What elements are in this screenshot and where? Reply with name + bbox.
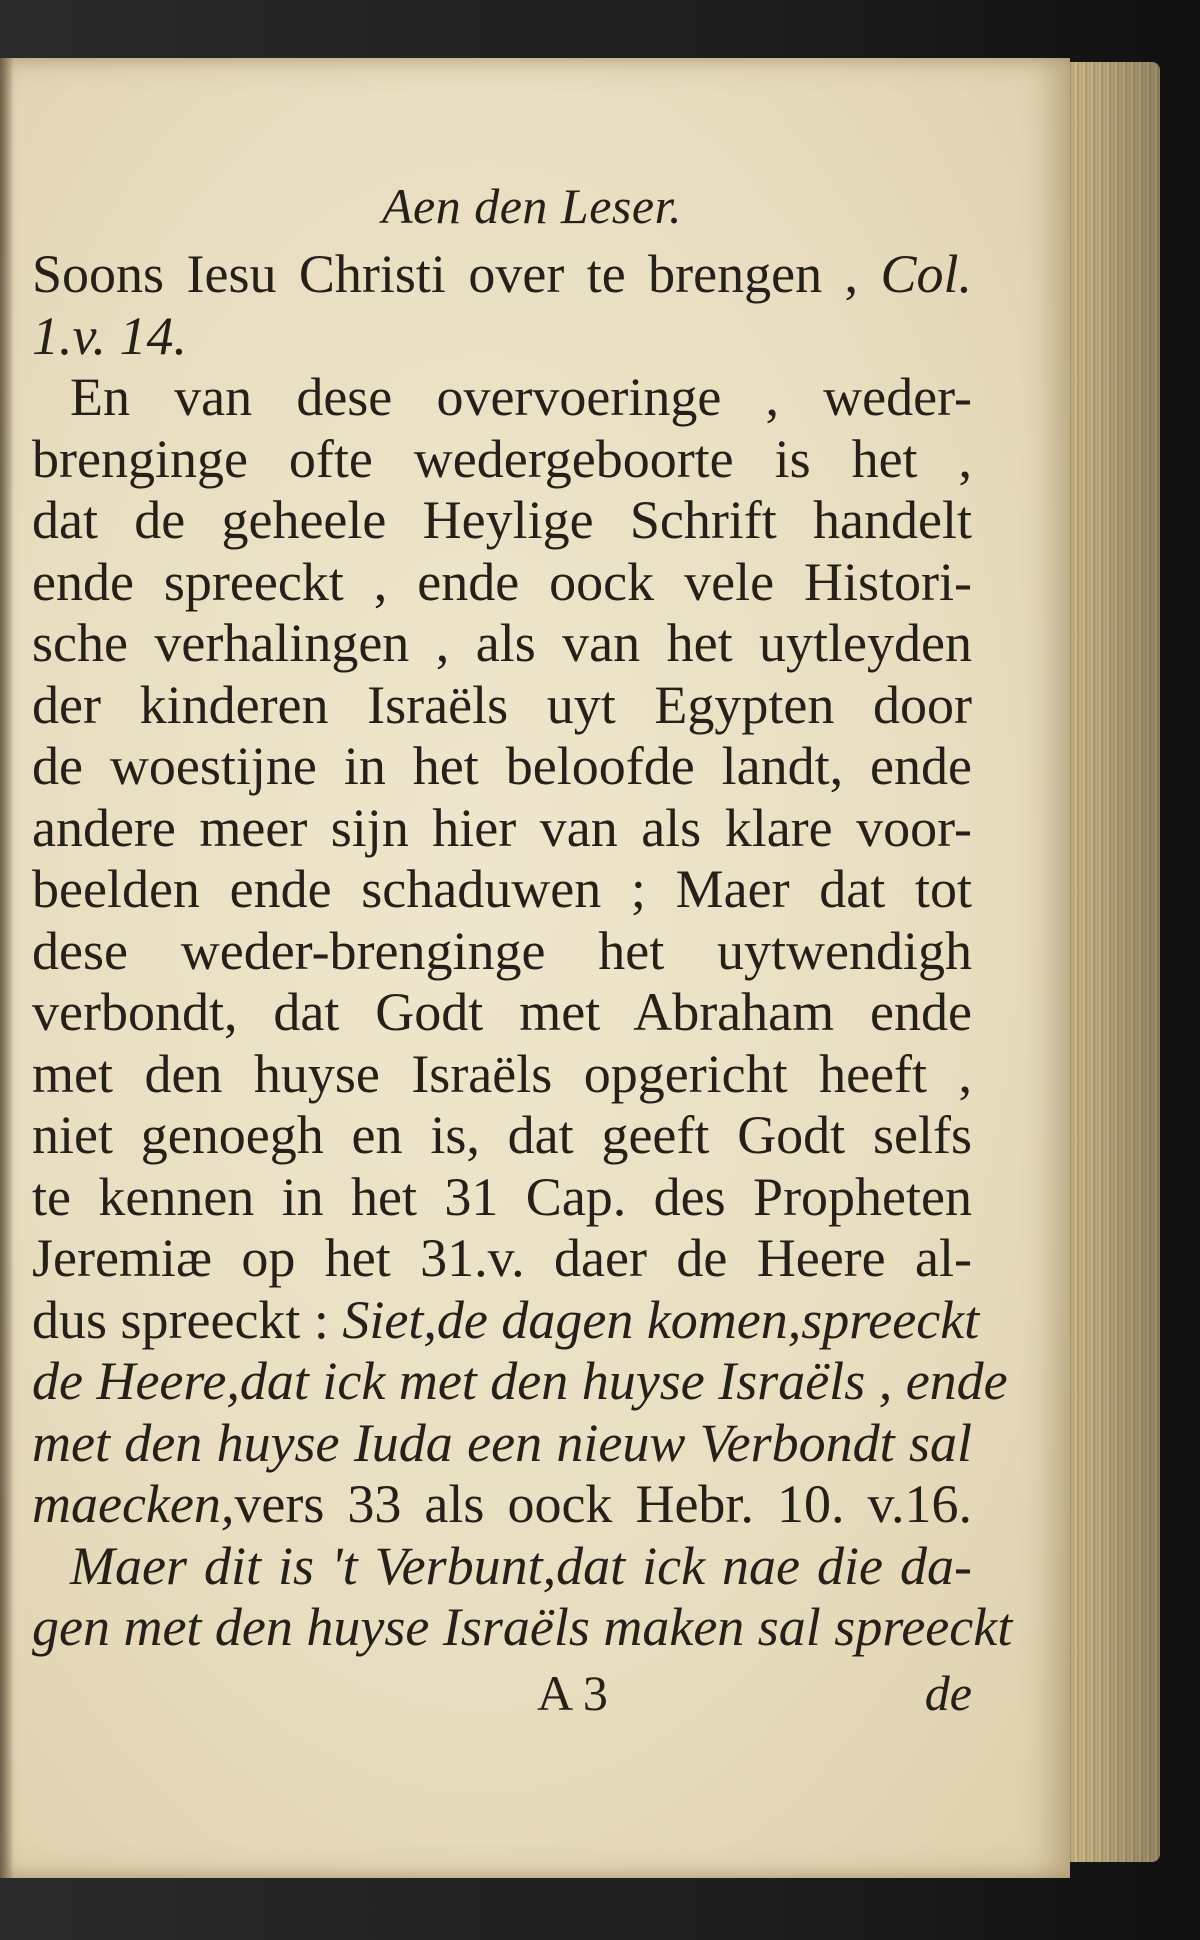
text-line: ende spreeckt , ende oock vele Histori- (32, 551, 972, 612)
text-line: te kennen in het 31 Cap. des Propheten (32, 1166, 972, 1227)
line-italic-tail: 1.v. 14. (32, 305, 187, 366)
page-gutter (0, 58, 14, 1878)
line-italic-lead: maecken, (32, 1474, 235, 1534)
line-text: Soons Iesu Christi over te brengen , (32, 244, 881, 304)
signature-mark: A 3 (537, 1664, 608, 1721)
text-line: En van dese overvoeringe , weder- (70, 367, 972, 427)
line-text: vers 33 als oock Hebr. 10. v.16. (234, 1474, 972, 1534)
text-line: met den huyse Israëls opgericht heeft , (32, 1043, 972, 1104)
line-italic-tail: Siet,de dagen komen,spreeckt (342, 1289, 980, 1350)
text-line: brenginge ofte wedergeboorte is het , (32, 428, 972, 489)
text-line: de woestijne in het beloofde landt, ende (32, 736, 972, 796)
text-line (32, 244, 972, 306)
text-block (32, 176, 1013, 1729)
text-line: andere meer sijn hier van als klare voor- (32, 797, 972, 858)
text-line: beelden ende schaduwen ; Maer dat tot (32, 859, 972, 919)
book-page (0, 58, 1070, 1878)
catchword: de (924, 1664, 972, 1721)
text-line: gen met den huyse Israëls maken sal spreeckt (32, 1597, 1013, 1657)
text-line: Jeremiæ op het 31.v. daer de Heere al- (32, 1228, 972, 1288)
line-text: dus spreeckt : (32, 1289, 343, 1350)
text-line: verbondt, dat Godt met Abraham ende (32, 982, 972, 1042)
text-line: Maer dit is 't Verbunt,dat ick nae die da- (70, 1535, 972, 1596)
text-line (32, 1289, 980, 1352)
text-line: dese weder-brenginge het uytwendigh (32, 920, 972, 981)
text-line (32, 306, 972, 368)
text-line: dat de geheele Heylige Schrift handelt (32, 490, 972, 550)
page-footer (32, 1659, 972, 1729)
text-line: met den huyse Iuda een nieuw Verbondt sal (32, 1412, 972, 1473)
text-line (32, 1474, 972, 1536)
line-italic-tail: Col. (880, 244, 972, 304)
running-head: Aen den Leser. (382, 178, 682, 234)
text-line: niet genoegh en is, dat geeft Godt selfs (32, 1105, 972, 1165)
text-line: sche verhalingen , als van het uytleyden (32, 613, 972, 673)
text-line: der kinderen Israëls uyt Egypten door (32, 674, 972, 735)
text-line: de Heere,dat ick met den huyse Israëls , ende (32, 1351, 1008, 1411)
